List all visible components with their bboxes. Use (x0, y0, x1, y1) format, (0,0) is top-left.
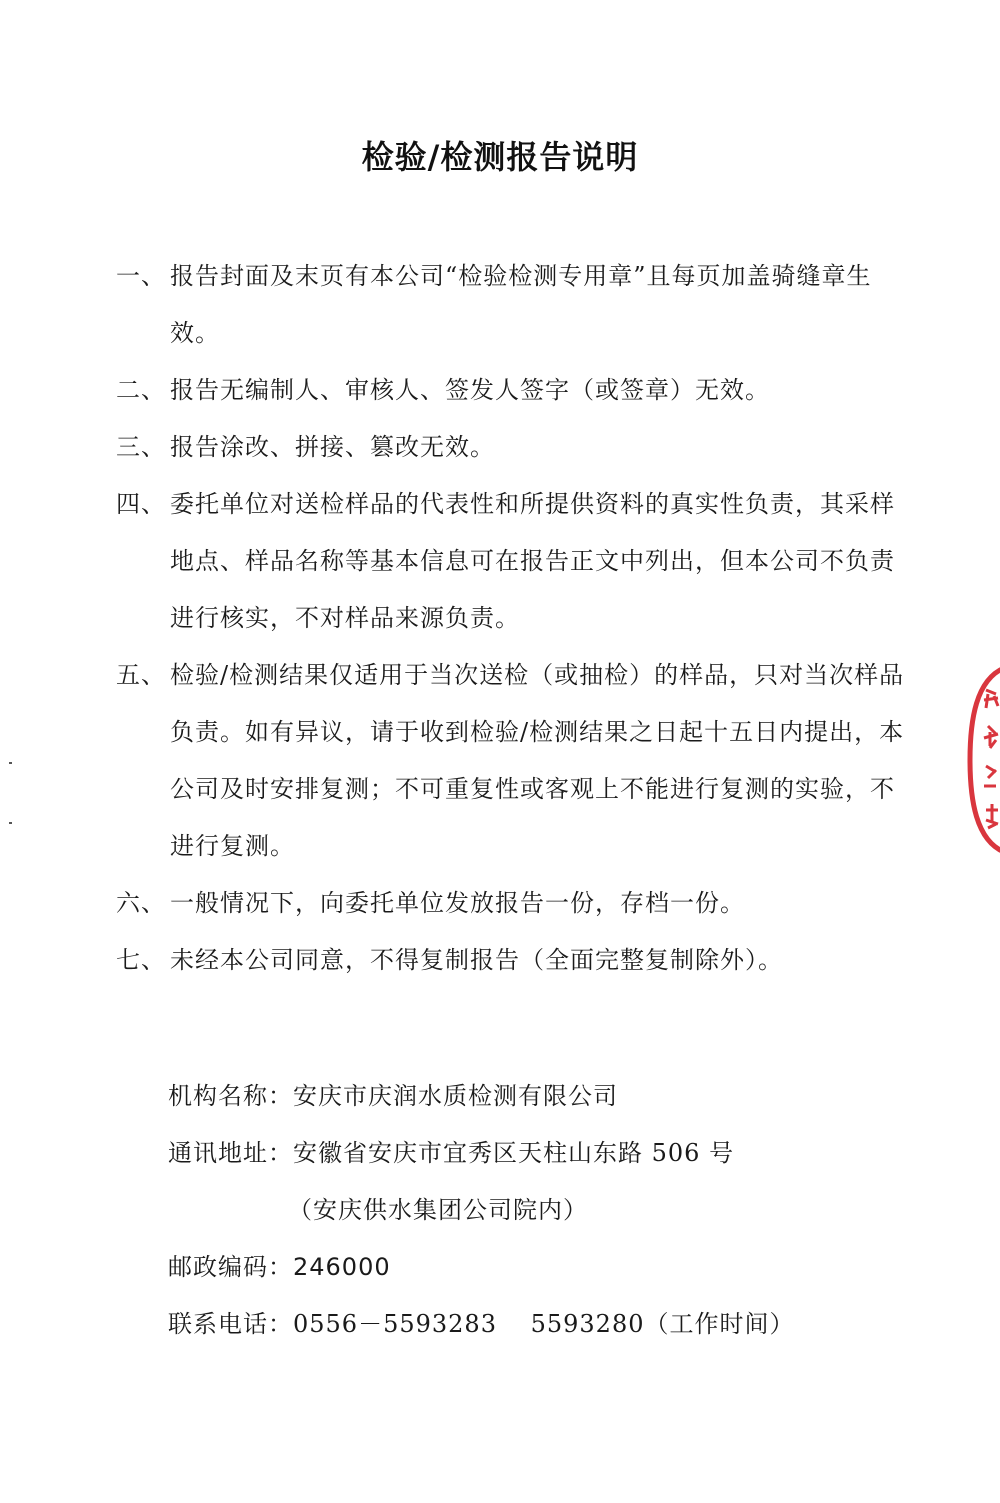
clause-number: 五、 (116, 661, 166, 689)
seal-glyphs (984, 690, 998, 828)
clause-text: 报告无编制人、审核人、签发人签字（或签章）无效。 (170, 376, 770, 404)
phone-value: 0556－5593283 5593280（工作时间） (293, 1310, 795, 1338)
clause-text: 一般情况下，向委托单位发放报告一份，存档一份。 (170, 889, 745, 917)
clause-item (116, 362, 916, 419)
address-note-row (168, 1186, 868, 1243)
clause-number: 六、 (116, 889, 166, 917)
clause-text: 报告涂改、拼接、篡改无效。 (170, 433, 495, 461)
clause-number: 三、 (116, 433, 166, 461)
clause-number: 四、 (116, 490, 166, 518)
postcode-value: 246000 (293, 1253, 391, 1281)
postcode-label: 邮政编码： (168, 1253, 293, 1281)
page-title: 检验/检测报告说明 (361, 138, 639, 176)
clause-item (116, 248, 916, 362)
address-label: 通讯地址： (168, 1139, 293, 1167)
scan-speck (9, 762, 12, 764)
scan-speck (9, 822, 12, 824)
clause-item (116, 419, 916, 476)
clause-number: 二、 (116, 376, 166, 404)
clause-text: 委托单位对送检样品的代表性和所提供资料的真实性负责，其采样地点、样品名称等基本信息可在报告正文中列出，但本公司不负责进行核实，不对样品来源负责。 (170, 490, 895, 632)
clause-text: 未经本公司同意，不得复制报告（全面完整复制除外）。 (170, 946, 783, 974)
address-row (168, 1129, 868, 1186)
address-note: （安庆供水集团公司院内） (288, 1196, 588, 1224)
clause-number: 一、 (116, 262, 166, 290)
address-value: 安徽省安庆市宜秀区天柱山东路 506 号 (293, 1139, 735, 1167)
clause-item (116, 647, 916, 875)
clause-text: 检验/检测结果仅适用于当次送检（或抽检）的样品，只对当次样品负责。如有异议，请于收到检验/检测结果之日起十五日内提出，本公司及时安排复测；不可重复性或客观上不能进行复测的实验，不进行复测。 (170, 661, 905, 860)
org-row (168, 1072, 868, 1129)
clause-number: 七、 (116, 946, 166, 974)
contact-block (168, 1072, 868, 1357)
clause-item (116, 875, 916, 932)
org-value: 安庆市庆润水质检测有限公司 (293, 1082, 618, 1110)
org-label: 机构名称： (168, 1082, 293, 1110)
phone-row (168, 1300, 868, 1357)
seam-seal-stamp (966, 660, 1000, 860)
clause-item (116, 932, 916, 989)
clause-text: 报告封面及末页有本公司“检验检测专用章”且每页加盖骑缝章生效。 (170, 262, 872, 347)
clause-item (116, 476, 916, 647)
clause-list (116, 248, 916, 989)
postcode-row (168, 1243, 868, 1300)
phone-label: 联系电话： (168, 1310, 293, 1338)
